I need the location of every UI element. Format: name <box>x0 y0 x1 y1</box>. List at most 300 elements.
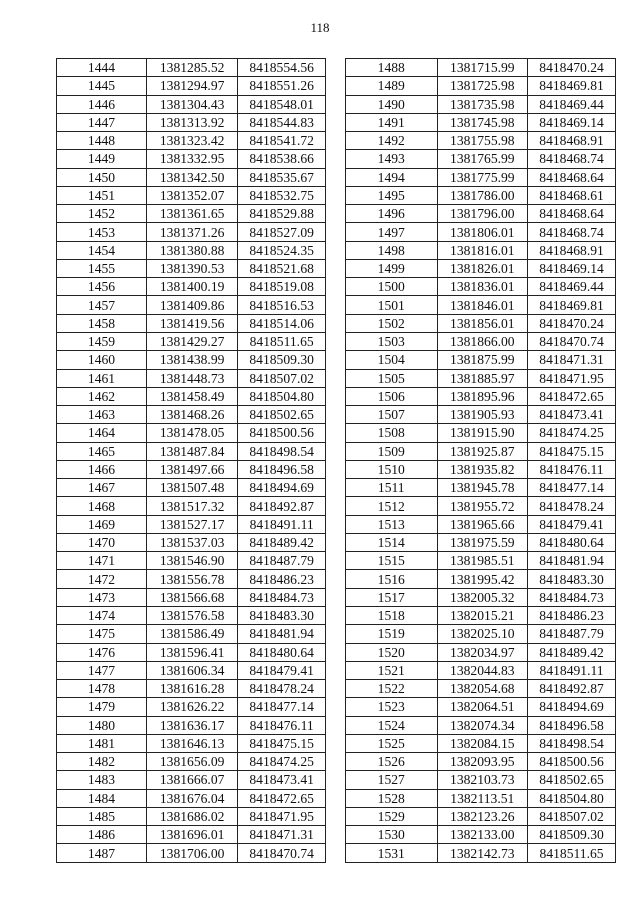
table-row <box>57 168 326 186</box>
y-coordinate-cell: 8418480.64 <box>238 643 326 661</box>
table-row <box>346 625 616 643</box>
y-coordinate-cell: 8418521.68 <box>238 259 326 277</box>
point-number-cell: 1464 <box>57 424 147 442</box>
y-coordinate-cell: 8418472.65 <box>238 789 326 807</box>
point-number-cell: 1493 <box>346 150 438 168</box>
point-number-cell: 1492 <box>346 132 438 150</box>
table-row <box>57 533 326 551</box>
table-row <box>57 460 326 478</box>
table-row <box>57 661 326 679</box>
x-coordinate-cell: 1382015.21 <box>437 606 528 624</box>
x-coordinate-cell: 1381965.66 <box>437 515 528 533</box>
table-row <box>346 698 616 716</box>
x-coordinate-cell: 1382005.32 <box>437 588 528 606</box>
table-row <box>346 570 616 588</box>
x-coordinate-cell: 1381806.01 <box>437 223 528 241</box>
y-coordinate-cell: 8418487.79 <box>238 552 326 570</box>
y-coordinate-cell: 8418477.14 <box>528 479 616 497</box>
point-number-cell: 1471 <box>57 552 147 570</box>
table-row <box>346 661 616 679</box>
x-coordinate-cell: 1381765.99 <box>437 150 528 168</box>
y-coordinate-cell: 8418509.30 <box>238 351 326 369</box>
point-number-cell: 1472 <box>57 570 147 588</box>
point-number-cell: 1450 <box>57 168 147 186</box>
point-number-cell: 1466 <box>57 460 147 478</box>
point-number-cell: 1513 <box>346 515 438 533</box>
y-coordinate-cell: 8418470.24 <box>528 59 616 77</box>
x-coordinate-cell: 1382044.83 <box>437 661 528 679</box>
y-coordinate-cell: 8418492.87 <box>528 680 616 698</box>
point-number-cell: 1526 <box>346 753 438 771</box>
x-coordinate-cell: 1381606.34 <box>146 661 237 679</box>
table-row <box>57 113 326 131</box>
table-row <box>57 515 326 533</box>
x-coordinate-cell: 1381458.49 <box>146 387 237 405</box>
x-coordinate-cell: 1381676.04 <box>146 789 237 807</box>
x-coordinate-cell: 1382103.73 <box>437 771 528 789</box>
table-row <box>57 59 326 77</box>
y-coordinate-cell: 8418514.06 <box>238 314 326 332</box>
x-coordinate-cell: 1381975.59 <box>437 533 528 551</box>
point-number-cell: 1453 <box>57 223 147 241</box>
y-coordinate-cell: 8418469.14 <box>528 259 616 277</box>
table-row <box>346 844 616 862</box>
x-coordinate-cell: 1381836.01 <box>437 278 528 296</box>
y-coordinate-cell: 8418502.65 <box>238 406 326 424</box>
point-number-cell: 1483 <box>57 771 147 789</box>
point-number-cell: 1478 <box>57 680 147 698</box>
x-coordinate-cell: 1381371.26 <box>146 223 237 241</box>
x-coordinate-cell: 1381332.95 <box>146 150 237 168</box>
x-coordinate-cell: 1381915.90 <box>437 424 528 442</box>
table-row <box>57 570 326 588</box>
y-coordinate-cell: 8418471.95 <box>238 807 326 825</box>
y-coordinate-cell: 8418469.14 <box>528 113 616 131</box>
coordinate-table-left <box>56 58 326 863</box>
y-coordinate-cell: 8418551.26 <box>238 77 326 95</box>
table-row <box>57 205 326 223</box>
table-row <box>57 150 326 168</box>
x-coordinate-cell: 1382123.26 <box>437 807 528 825</box>
table-row <box>57 406 326 424</box>
table-row <box>57 826 326 844</box>
table-row <box>346 223 616 241</box>
point-number-cell: 1500 <box>346 278 438 296</box>
table-row <box>57 643 326 661</box>
table-row <box>57 442 326 460</box>
y-coordinate-cell: 8418529.88 <box>238 205 326 223</box>
point-number-cell: 1508 <box>346 424 438 442</box>
table-row <box>346 241 616 259</box>
table-row <box>346 369 616 387</box>
x-coordinate-cell: 1381390.53 <box>146 259 237 277</box>
table-row <box>346 460 616 478</box>
point-number-cell: 1473 <box>57 588 147 606</box>
x-coordinate-cell: 1381323.42 <box>146 132 237 150</box>
table-row <box>346 826 616 844</box>
y-coordinate-cell: 8418496.58 <box>528 716 616 734</box>
coordinate-table-left-body <box>57 59 326 863</box>
y-coordinate-cell: 8418476.11 <box>238 716 326 734</box>
y-coordinate-cell: 8418524.35 <box>238 241 326 259</box>
table-row <box>346 296 616 314</box>
x-coordinate-cell: 1381686.02 <box>146 807 237 825</box>
y-coordinate-cell: 8418486.23 <box>238 570 326 588</box>
y-coordinate-cell: 8418541.72 <box>238 132 326 150</box>
table-row <box>346 807 616 825</box>
y-coordinate-cell: 8418498.54 <box>528 734 616 752</box>
y-coordinate-cell: 8418468.61 <box>528 186 616 204</box>
x-coordinate-cell: 1381925.87 <box>437 442 528 460</box>
point-number-cell: 1486 <box>57 826 147 844</box>
table-row <box>346 278 616 296</box>
x-coordinate-cell: 1381666.07 <box>146 771 237 789</box>
x-coordinate-cell: 1382034.97 <box>437 643 528 661</box>
x-coordinate-cell: 1382074.34 <box>437 716 528 734</box>
y-coordinate-cell: 8418480.64 <box>528 533 616 551</box>
x-coordinate-cell: 1381429.27 <box>146 332 237 350</box>
y-coordinate-cell: 8418474.25 <box>528 424 616 442</box>
table-row <box>346 186 616 204</box>
x-coordinate-cell: 1381985.51 <box>437 552 528 570</box>
table-row <box>346 314 616 332</box>
table-row <box>57 771 326 789</box>
point-number-cell: 1506 <box>346 387 438 405</box>
y-coordinate-cell: 8418469.81 <box>528 77 616 95</box>
x-coordinate-cell: 1381304.43 <box>146 95 237 113</box>
y-coordinate-cell: 8418544.83 <box>238 113 326 131</box>
table-row <box>346 771 616 789</box>
table-row <box>57 698 326 716</box>
y-coordinate-cell: 8418479.41 <box>528 515 616 533</box>
point-number-cell: 1525 <box>346 734 438 752</box>
y-coordinate-cell: 8418498.54 <box>238 442 326 460</box>
table-row <box>57 351 326 369</box>
y-coordinate-cell: 8418487.79 <box>528 625 616 643</box>
coordinate-table-right-body <box>346 59 616 863</box>
y-coordinate-cell: 8418479.41 <box>238 661 326 679</box>
point-number-cell: 1501 <box>346 296 438 314</box>
table-row <box>57 625 326 643</box>
x-coordinate-cell: 1381468.26 <box>146 406 237 424</box>
point-number-cell: 1519 <box>346 625 438 643</box>
y-coordinate-cell: 8418481.94 <box>528 552 616 570</box>
x-coordinate-cell: 1381487.84 <box>146 442 237 460</box>
table-row <box>57 552 326 570</box>
point-number-cell: 1444 <box>57 59 147 77</box>
table-row <box>346 515 616 533</box>
y-coordinate-cell: 8418468.74 <box>528 223 616 241</box>
table-row <box>346 497 616 515</box>
x-coordinate-cell: 1381955.72 <box>437 497 528 515</box>
y-coordinate-cell: 8418500.56 <box>528 753 616 771</box>
x-coordinate-cell: 1381527.17 <box>146 515 237 533</box>
y-coordinate-cell: 8418469.81 <box>528 296 616 314</box>
y-coordinate-cell: 8418478.24 <box>238 680 326 698</box>
point-number-cell: 1452 <box>57 205 147 223</box>
point-number-cell: 1459 <box>57 332 147 350</box>
table-row <box>57 132 326 150</box>
y-coordinate-cell: 8418489.42 <box>238 533 326 551</box>
x-coordinate-cell: 1381796.00 <box>437 205 528 223</box>
table-row <box>346 716 616 734</box>
x-coordinate-cell: 1381775.99 <box>437 168 528 186</box>
y-coordinate-cell: 8418470.24 <box>528 314 616 332</box>
y-coordinate-cell: 8418473.41 <box>528 406 616 424</box>
table-row <box>346 59 616 77</box>
point-number-cell: 1455 <box>57 259 147 277</box>
y-coordinate-cell: 8418484.73 <box>238 588 326 606</box>
x-coordinate-cell: 1382054.68 <box>437 680 528 698</box>
y-coordinate-cell: 8418511.65 <box>238 332 326 350</box>
x-coordinate-cell: 1381448.73 <box>146 369 237 387</box>
y-coordinate-cell: 8418468.64 <box>528 168 616 186</box>
point-number-cell: 1476 <box>57 643 147 661</box>
x-coordinate-cell: 1382113.51 <box>437 789 528 807</box>
x-coordinate-cell: 1381945.78 <box>437 479 528 497</box>
y-coordinate-cell: 8418507.02 <box>528 807 616 825</box>
y-coordinate-cell: 8418483.30 <box>528 570 616 588</box>
y-coordinate-cell: 8418470.74 <box>528 332 616 350</box>
x-coordinate-cell: 1381735.98 <box>437 95 528 113</box>
point-number-cell: 1507 <box>346 406 438 424</box>
x-coordinate-cell: 1381786.00 <box>437 186 528 204</box>
point-number-cell: 1482 <box>57 753 147 771</box>
table-row <box>346 533 616 551</box>
table-row <box>346 168 616 186</box>
y-coordinate-cell: 8418473.41 <box>238 771 326 789</box>
point-number-cell: 1531 <box>346 844 438 862</box>
table-row <box>57 369 326 387</box>
table-row <box>346 259 616 277</box>
point-number-cell: 1523 <box>346 698 438 716</box>
x-coordinate-cell: 1381537.03 <box>146 533 237 551</box>
table-row <box>57 223 326 241</box>
y-coordinate-cell: 8418491.11 <box>238 515 326 533</box>
table-row <box>346 734 616 752</box>
table-row <box>346 424 616 442</box>
point-number-cell: 1510 <box>346 460 438 478</box>
point-number-cell: 1515 <box>346 552 438 570</box>
point-number-cell: 1474 <box>57 606 147 624</box>
y-coordinate-cell: 8418468.64 <box>528 205 616 223</box>
table-row <box>346 406 616 424</box>
point-number-cell: 1495 <box>346 186 438 204</box>
x-coordinate-cell: 1381715.99 <box>437 59 528 77</box>
y-coordinate-cell: 8418474.25 <box>238 753 326 771</box>
x-coordinate-cell: 1381696.01 <box>146 826 237 844</box>
y-coordinate-cell: 8418477.14 <box>238 698 326 716</box>
table-row <box>57 424 326 442</box>
y-coordinate-cell: 8418554.56 <box>238 59 326 77</box>
point-number-cell: 1468 <box>57 497 147 515</box>
x-coordinate-cell: 1381905.93 <box>437 406 528 424</box>
point-number-cell: 1529 <box>346 807 438 825</box>
y-coordinate-cell: 8418548.01 <box>238 95 326 113</box>
point-number-cell: 1498 <box>346 241 438 259</box>
point-number-cell: 1470 <box>57 533 147 551</box>
x-coordinate-cell: 1382084.15 <box>437 734 528 752</box>
y-coordinate-cell: 8418481.94 <box>238 625 326 643</box>
point-number-cell: 1524 <box>346 716 438 734</box>
x-coordinate-cell: 1381576.58 <box>146 606 237 624</box>
table-row <box>57 479 326 497</box>
point-number-cell: 1458 <box>57 314 147 332</box>
point-number-cell: 1503 <box>346 332 438 350</box>
point-number-cell: 1497 <box>346 223 438 241</box>
point-number-cell: 1491 <box>346 113 438 131</box>
table-row <box>346 789 616 807</box>
point-number-cell: 1479 <box>57 698 147 716</box>
x-coordinate-cell: 1381380.88 <box>146 241 237 259</box>
x-coordinate-cell: 1381885.97 <box>437 369 528 387</box>
point-number-cell: 1477 <box>57 661 147 679</box>
y-coordinate-cell: 8418471.95 <box>528 369 616 387</box>
point-number-cell: 1514 <box>346 533 438 551</box>
point-number-cell: 1494 <box>346 168 438 186</box>
point-number-cell: 1488 <box>346 59 438 77</box>
table-row <box>57 789 326 807</box>
y-coordinate-cell: 8418507.02 <box>238 369 326 387</box>
x-coordinate-cell: 1381995.42 <box>437 570 528 588</box>
table-row <box>57 606 326 624</box>
x-coordinate-cell: 1381586.49 <box>146 625 237 643</box>
point-number-cell: 1487 <box>57 844 147 862</box>
x-coordinate-cell: 1382093.95 <box>437 753 528 771</box>
table-row <box>57 332 326 350</box>
x-coordinate-cell: 1381517.32 <box>146 497 237 515</box>
y-coordinate-cell: 8418484.73 <box>528 588 616 606</box>
x-coordinate-cell: 1381895.96 <box>437 387 528 405</box>
table-row <box>346 606 616 624</box>
point-number-cell: 1446 <box>57 95 147 113</box>
y-coordinate-cell: 8418469.44 <box>528 95 616 113</box>
x-coordinate-cell: 1381361.65 <box>146 205 237 223</box>
point-number-cell: 1490 <box>346 95 438 113</box>
point-number-cell: 1457 <box>57 296 147 314</box>
y-coordinate-cell: 8418489.42 <box>528 643 616 661</box>
y-coordinate-cell: 8418483.30 <box>238 606 326 624</box>
point-number-cell: 1512 <box>346 497 438 515</box>
point-number-cell: 1461 <box>57 369 147 387</box>
x-coordinate-cell: 1381294.97 <box>146 77 237 95</box>
page-number: 118 <box>310 20 330 35</box>
x-coordinate-cell: 1381352.07 <box>146 186 237 204</box>
table-row <box>57 588 326 606</box>
table-row <box>346 351 616 369</box>
table-row <box>346 113 616 131</box>
table-row <box>57 387 326 405</box>
x-coordinate-cell: 1382142.73 <box>437 844 528 862</box>
y-coordinate-cell: 8418504.80 <box>528 789 616 807</box>
point-number-cell: 1502 <box>346 314 438 332</box>
point-number-cell: 1456 <box>57 278 147 296</box>
y-coordinate-cell: 8418538.66 <box>238 150 326 168</box>
x-coordinate-cell: 1381546.90 <box>146 552 237 570</box>
y-coordinate-cell: 8418494.69 <box>238 479 326 497</box>
table-row <box>57 186 326 204</box>
point-number-cell: 1451 <box>57 186 147 204</box>
y-coordinate-cell: 8418494.69 <box>528 698 616 716</box>
y-coordinate-cell: 8418496.58 <box>238 460 326 478</box>
table-row <box>346 77 616 95</box>
point-number-cell: 1518 <box>346 606 438 624</box>
point-number-cell: 1448 <box>57 132 147 150</box>
y-coordinate-cell: 8418468.74 <box>528 150 616 168</box>
point-number-cell: 1460 <box>57 351 147 369</box>
point-number-cell: 1520 <box>346 643 438 661</box>
y-coordinate-cell: 8418502.65 <box>528 771 616 789</box>
x-coordinate-cell: 1381409.86 <box>146 296 237 314</box>
point-number-cell: 1447 <box>57 113 147 131</box>
table-row <box>57 278 326 296</box>
table-row <box>57 296 326 314</box>
table-row <box>57 314 326 332</box>
x-coordinate-cell: 1381478.05 <box>146 424 237 442</box>
x-coordinate-cell: 1381313.92 <box>146 113 237 131</box>
x-coordinate-cell: 1381507.48 <box>146 479 237 497</box>
y-coordinate-cell: 8418486.23 <box>528 606 616 624</box>
x-coordinate-cell: 1381626.22 <box>146 698 237 716</box>
point-number-cell: 1511 <box>346 479 438 497</box>
x-coordinate-cell: 1381646.13 <box>146 734 237 752</box>
point-number-cell: 1530 <box>346 826 438 844</box>
point-number-cell: 1467 <box>57 479 147 497</box>
point-number-cell: 1480 <box>57 716 147 734</box>
point-number-cell: 1475 <box>57 625 147 643</box>
x-coordinate-cell: 1381400.19 <box>146 278 237 296</box>
y-coordinate-cell: 8418535.67 <box>238 168 326 186</box>
table-row <box>57 259 326 277</box>
point-number-cell: 1469 <box>57 515 147 533</box>
x-coordinate-cell: 1382133.00 <box>437 826 528 844</box>
y-coordinate-cell: 8418491.11 <box>528 661 616 679</box>
coordinate-table-right <box>345 58 616 863</box>
y-coordinate-cell: 8418504.80 <box>238 387 326 405</box>
point-number-cell: 1527 <box>346 771 438 789</box>
table-row <box>346 95 616 113</box>
y-coordinate-cell: 8418471.31 <box>528 351 616 369</box>
point-number-cell: 1521 <box>346 661 438 679</box>
point-number-cell: 1462 <box>57 387 147 405</box>
table-row <box>346 753 616 771</box>
x-coordinate-cell: 1381616.28 <box>146 680 237 698</box>
table-row <box>346 150 616 168</box>
y-coordinate-cell: 8418471.31 <box>238 826 326 844</box>
point-number-cell: 1484 <box>57 789 147 807</box>
x-coordinate-cell: 1381596.41 <box>146 643 237 661</box>
table-row <box>57 716 326 734</box>
point-number-cell: 1504 <box>346 351 438 369</box>
table-row <box>346 552 616 570</box>
table-row <box>57 77 326 95</box>
x-coordinate-cell: 1381636.17 <box>146 716 237 734</box>
x-coordinate-cell: 1381656.09 <box>146 753 237 771</box>
y-coordinate-cell: 8418468.91 <box>528 132 616 150</box>
y-coordinate-cell: 8418478.24 <box>528 497 616 515</box>
y-coordinate-cell: 8418511.65 <box>528 844 616 862</box>
x-coordinate-cell: 1381342.50 <box>146 168 237 186</box>
x-coordinate-cell: 1381745.98 <box>437 113 528 131</box>
x-coordinate-cell: 1382025.10 <box>437 625 528 643</box>
point-number-cell: 1516 <box>346 570 438 588</box>
x-coordinate-cell: 1381826.01 <box>437 259 528 277</box>
table-row <box>57 844 326 862</box>
y-coordinate-cell: 8418475.15 <box>238 734 326 752</box>
point-number-cell: 1499 <box>346 259 438 277</box>
x-coordinate-cell: 1381875.99 <box>437 351 528 369</box>
point-number-cell: 1481 <box>57 734 147 752</box>
